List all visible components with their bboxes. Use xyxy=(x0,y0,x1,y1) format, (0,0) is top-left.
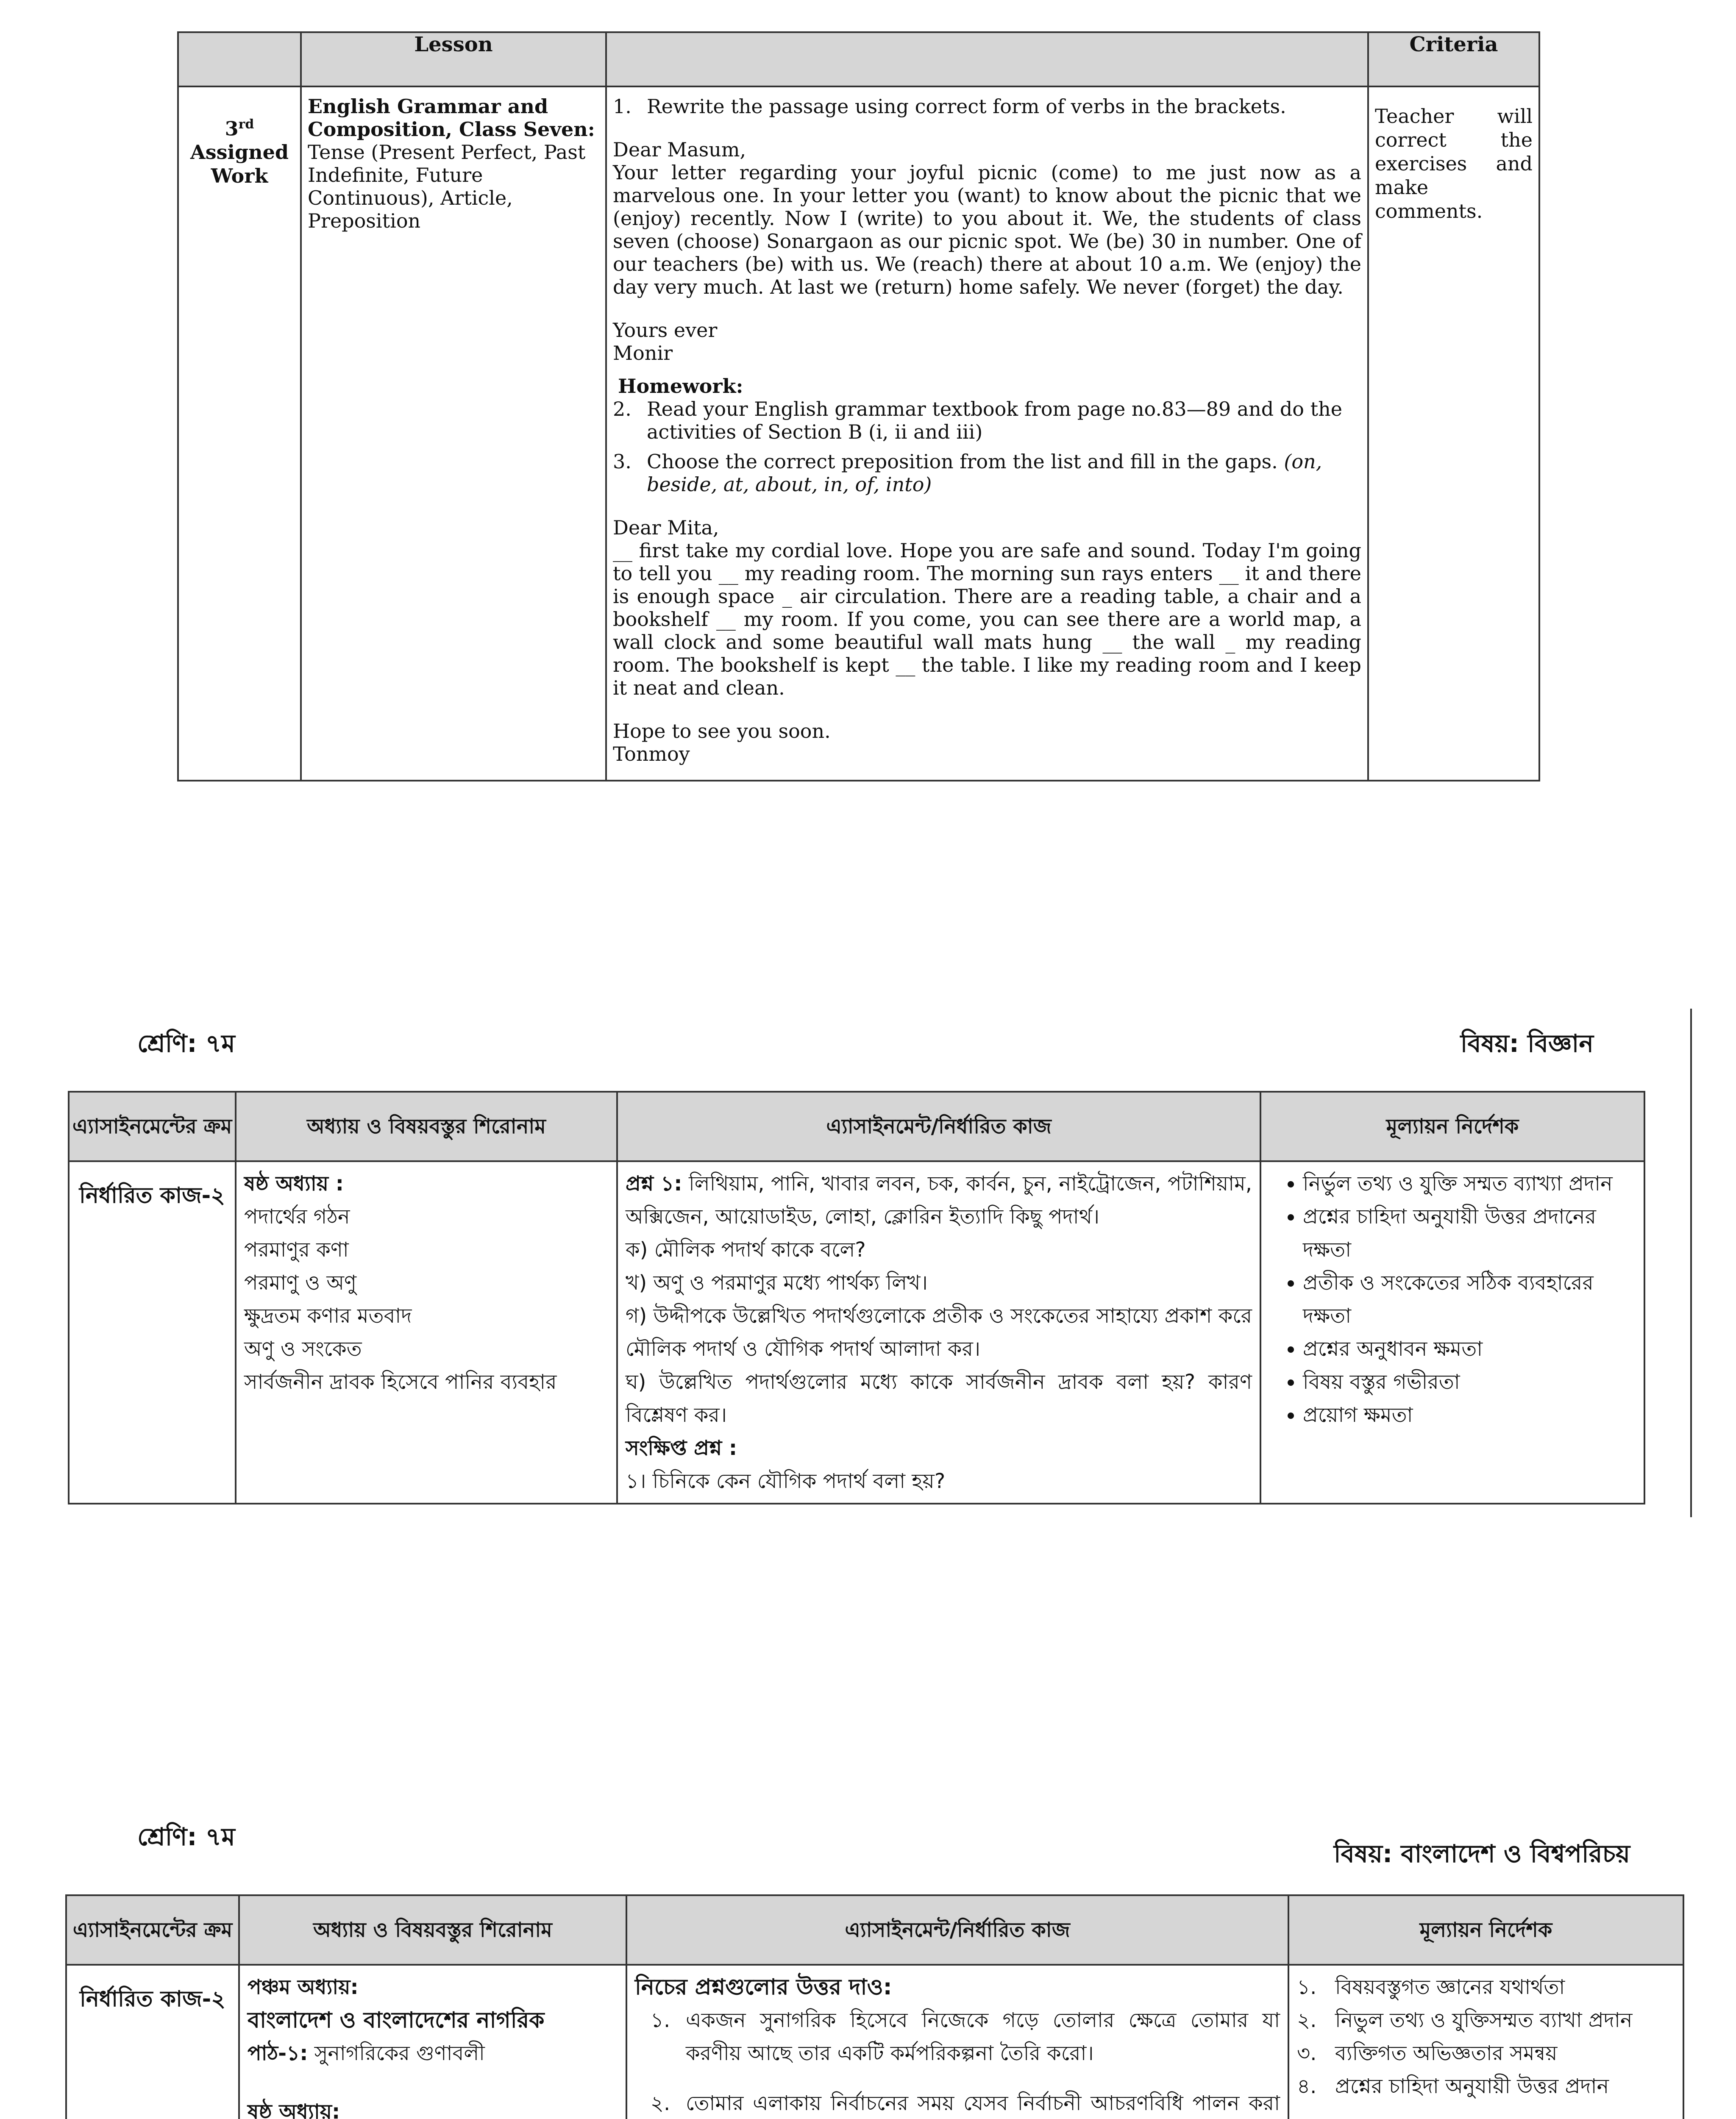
question-3 xyxy=(613,450,1361,496)
question-2-number: 2. xyxy=(613,398,632,420)
science-work-label: নির্ধারিত কাজ-২ xyxy=(69,1161,236,1504)
work-number-suffix: rd xyxy=(238,117,254,132)
english-assignment-table xyxy=(177,31,1540,781)
question-2-text: Read your English grammar textbook from page no.83—89 and do the activities of Section B (i, ii and iii) xyxy=(647,398,1342,443)
short-question: ১। চিনিকে কেন যৌগিক পদার্থ বলা হয়? xyxy=(626,1469,946,1493)
bgs-criteria-item xyxy=(1297,2037,1675,2070)
english-body-row xyxy=(178,86,1539,781)
english-lesson-cell xyxy=(301,86,606,781)
lesson-title: English Grammar and Composition, Class Seven: xyxy=(308,95,595,141)
bgs-criteria-text: ব্যক্তিগত অভিজ্ঞতার সমন্বয় xyxy=(1335,2041,1558,2065)
page-edge-line xyxy=(1690,1009,1692,1517)
bgs-chapter-cell xyxy=(239,1965,626,2119)
chapter-item: অণু ও সংকেত xyxy=(244,1337,362,1361)
question-2 xyxy=(613,398,1361,443)
bgs-task-list xyxy=(635,2004,1280,2119)
science-assignment-table xyxy=(68,1091,1645,1504)
question-part: ক) মৌলিক পদার্থ কাকে বলে? xyxy=(626,1238,866,1262)
short-question-label: সংক্ষিপ্ত প্রশ্ন : xyxy=(626,1436,737,1460)
science-task-cell xyxy=(617,1161,1260,1504)
bgs-header-chapter: অধ্যায় ও বিষয়বস্তুর শিরোনাম xyxy=(239,1895,626,1965)
bgs-task-cell xyxy=(626,1965,1288,2119)
question-3-text: Choose the correct preposition from the list and fill in the gaps. xyxy=(647,450,1278,473)
letter2-greeting: Dear Mita, xyxy=(613,516,719,539)
work-number: 3 xyxy=(225,117,239,140)
science-question-label: প্রশ্ন ১: xyxy=(626,1172,682,1196)
criteria-item: • প্রশ্নের চাহিদা অনুযায়ী উত্তর প্রদানের দক্ষতা xyxy=(1303,1200,1636,1266)
chapter-item: ক্ষুদ্রতম কণার মতবাদ xyxy=(244,1304,412,1328)
bgs-chapter6-title: ষষ্ঠ অধ্যায়: xyxy=(248,2100,340,2119)
bgs-task-number: ২. xyxy=(650,2091,670,2115)
bgs-chapter5-lesson xyxy=(248,2037,618,2070)
letter2-signature: Tonmoy xyxy=(613,742,690,765)
chapter-item: পরমাণু ও অণু xyxy=(244,1271,357,1295)
bgs-header-order: এ্যাসাইনমেন্টের ক্রম xyxy=(66,1895,239,1965)
science-header-criteria: মূল্যায়ন নির্দেশক xyxy=(1260,1092,1644,1161)
criteria-item: • নির্ভুল তথ্য ও যুক্তি সম্মত ব্যাখ্যা প্রদান xyxy=(1303,1167,1636,1200)
bgs-criteria-item xyxy=(1297,2004,1675,2037)
bgs-chapter5-lesson-text: সুনাগরিকের গুণাবলী xyxy=(314,2041,485,2065)
science-header-chapter: অধ্যায় ও বিষয়বস্তুর শিরোনাম xyxy=(236,1092,617,1161)
chapter-item: সার্বজনীন দ্রাবক হিসেবে পানির ব্যবহার xyxy=(244,1370,557,1394)
question-1 xyxy=(613,95,1361,118)
question-3-options: (on, beside, at, about, in, of, into) xyxy=(647,450,1322,496)
letter2-closing: Hope to see you soon. xyxy=(613,720,831,742)
bgs-subject-label: বিষয়: বাংলাদেশ ও বিশ্বপরিচয় xyxy=(1334,1839,1630,1868)
english-header-blank xyxy=(178,32,301,86)
english-header-row xyxy=(178,32,1539,86)
bgs-chapter5-subtitle: বাংলাদেশ ও বাংলাদেশের নাগরিক xyxy=(248,2008,545,2033)
science-criteria-list xyxy=(1269,1167,1636,1432)
criteria-item: • প্রয়োগ ক্ষমতা xyxy=(1303,1399,1636,1432)
chapter-item: পদার্থের গঠন xyxy=(244,1205,350,1229)
question-part: ঘ) উল্লেখিত পদার্থগুলোর মধ্যে কাকে সার্বজনীন দ্রাবক বলা হয়? কারণ বিশ্লেষণ কর। xyxy=(626,1370,1252,1427)
bgs-criteria-text: বিষয়বস্তুগত জ্ঞানের যথার্থতা xyxy=(1335,1975,1565,1999)
science-chapter-cell xyxy=(236,1161,617,1504)
work-label-assigned: Assigned xyxy=(190,141,289,164)
work-label-work: Work xyxy=(211,164,268,188)
bgs-criteria-item xyxy=(1297,1971,1675,2004)
bgs-criteria-item xyxy=(1297,2070,1675,2103)
bgs-criteria-number: ৩. xyxy=(1297,2041,1317,2065)
bgs-task-number: ১. xyxy=(650,2008,670,2032)
homework-label: Homework: xyxy=(618,375,743,398)
question-1-number: 1. xyxy=(613,95,632,118)
letter1-closing: Yours ever xyxy=(613,319,718,342)
question-part: খ) অণু ও পরমাণুর মধ্যে পার্থক্য লিখ। xyxy=(626,1271,928,1295)
criteria-item: • বিষয় বস্তুর গভীরতা xyxy=(1303,1365,1636,1399)
bgs-criteria-text: প্রশ্নের চাহিদা অনুযায়ী উত্তর প্রদান xyxy=(1335,2075,1609,2098)
science-chapter-title: ষষ্ঠ অধ্যায় : xyxy=(244,1172,344,1196)
english-header-task xyxy=(606,32,1368,86)
letter1-body: Your letter regarding your joyful picnic (come) to me just now as a marvelous one. In your letter you (want) to know about the picnic that we (enjoy) recently. Now I (write) to you about it. We, the students of class seven (choose) Sonargaon as our picnic spot. We (be) 30 in number. One of our teachers (be) with us. We (reach) there at about 10 a.m. We (enjoy) the day very much. At last we (return) home safely. We never (forget) the day. xyxy=(613,161,1361,298)
bgs-task-text: একজন সুনাগরিক হিসেবে নিজেকে গড়ে তোলার ক্ষেত্রে তোমার যা করণীয় আছে তার একটি কর্মপরিকল্পনা তৈরি করো। xyxy=(686,2008,1280,2065)
bgs-task-item xyxy=(635,2004,1280,2070)
chapter-item: পরমাণুর কণা xyxy=(244,1238,349,1262)
bgs-header-criteria: মূল্যায়ন নির্দেশক xyxy=(1288,1895,1683,1965)
criteria-item: • প্রশ্নের অনুধাবন ক্ষমতা xyxy=(1303,1332,1636,1365)
letter1-signature: Monir xyxy=(613,342,673,364)
bgs-criteria-list xyxy=(1297,1971,1675,2103)
science-header-row xyxy=(69,1092,1644,1161)
bgs-header-task: এ্যাসাইনমেন্ট/নির্ধারিত কাজ xyxy=(626,1895,1288,1965)
english-header-criteria: Criteria xyxy=(1368,32,1539,86)
science-question-stem xyxy=(626,1167,1252,1233)
bgs-header-row xyxy=(66,1895,1683,1965)
bgs-criteria-number: ১. xyxy=(1297,1975,1317,1999)
bgs-class-label: শ্রেণি: ৭ম xyxy=(137,1822,235,1851)
english-header-lesson: Lesson xyxy=(301,32,606,86)
science-class-label: শ্রেণি: ৭ম xyxy=(137,1029,235,1058)
lesson-topics: Tense (Present Perfect, Past Indefinite, Future Continuous), Article, Preposition xyxy=(308,141,586,232)
bgs-chapter5-title: পঞ্চম অধ্যায়: xyxy=(248,1975,359,1999)
bgs-criteria-number: ৪. xyxy=(1297,2075,1317,2098)
bgs-body-row xyxy=(66,1965,1683,2119)
science-header-order: এ্যাসাইনমেন্টের ক্রম xyxy=(69,1092,236,1161)
question-3-number: 3. xyxy=(613,450,632,473)
bgs-criteria-text: নিভুল তথ্য ও যুক্তিসম্মত ব্যাখা প্রদান xyxy=(1335,2008,1633,2032)
english-work-label xyxy=(178,86,301,781)
bgs-criteria-number: ২. xyxy=(1297,2008,1317,2032)
letter1-greeting: Dear Masum, xyxy=(613,138,746,161)
bgs-assignment-table xyxy=(65,1894,1684,2119)
bgs-work-label: নির্ধারিত কাজ-২ xyxy=(66,1965,239,2119)
bgs-task-heading: নিচের প্রশ্নগুলোর উত্তর দাও: xyxy=(635,1974,892,2000)
science-criteria-cell xyxy=(1260,1161,1644,1504)
science-header-task: এ্যাসাইনমেন্ট/নির্ধারিত কাজ xyxy=(617,1092,1260,1161)
science-body-row xyxy=(69,1161,1644,1504)
bgs-task-text: তোমার এলাকায় নির্বাচনের সময় যেসব নির্বাচনী আচরণবিধি পালন করা xyxy=(686,2091,1280,2115)
bgs-criteria-cell xyxy=(1288,1965,1683,2119)
letter2-body: __ first take my cordial love. Hope you are safe and sound. Today I'm going to tell you __ my reading room. The morning sun rays enters __ it and there is enough space _ air circulation. There are a reading table, a chair and a bookshelf __ my room. If you come, you can see there are a world map, a wall clock and some beautiful wall mats hung __ the wall _ my reading room. The bookshelf is kept __ the table. I like my reading room and I keep it neat and clean. xyxy=(613,539,1361,699)
question-1-text: Rewrite the passage using correct form of verbs in the brackets. xyxy=(647,95,1286,118)
english-criteria-cell: Teacher will correct the exercises and make comments. xyxy=(1368,86,1539,781)
bgs-task-item xyxy=(635,2087,1280,2119)
english-task-cell xyxy=(606,86,1368,781)
science-subject-label: বিষয়: বিজ্ঞান xyxy=(1460,1029,1594,1058)
question-part: গ) উদ্দীপকে উল্লেখিত পদার্থগুলোকে প্রতীক ও সংকেতের সাহায্যে প্রকাশ করে মৌলিক পদার্থ ও যৌগিক পদার্থ আলাদা কর। xyxy=(626,1304,1252,1361)
science-question-text: লিথিয়াম, পানি, খাবার লবন, চক, কার্বন, চুন, নাইট্রোজেন, পটাশিয়াম, অক্সিজেন, আয়োডাইড, লোহা, ক্লোরিন ইত্যাদি কিছু পদার্থ। xyxy=(626,1172,1252,1229)
bgs-chapter5-lesson-label: পাঠ-১: xyxy=(248,2041,308,2065)
criteria-item: • প্রতীক ও সংকেতের সঠিক ব্যবহারের দক্ষতা xyxy=(1303,1266,1636,1332)
